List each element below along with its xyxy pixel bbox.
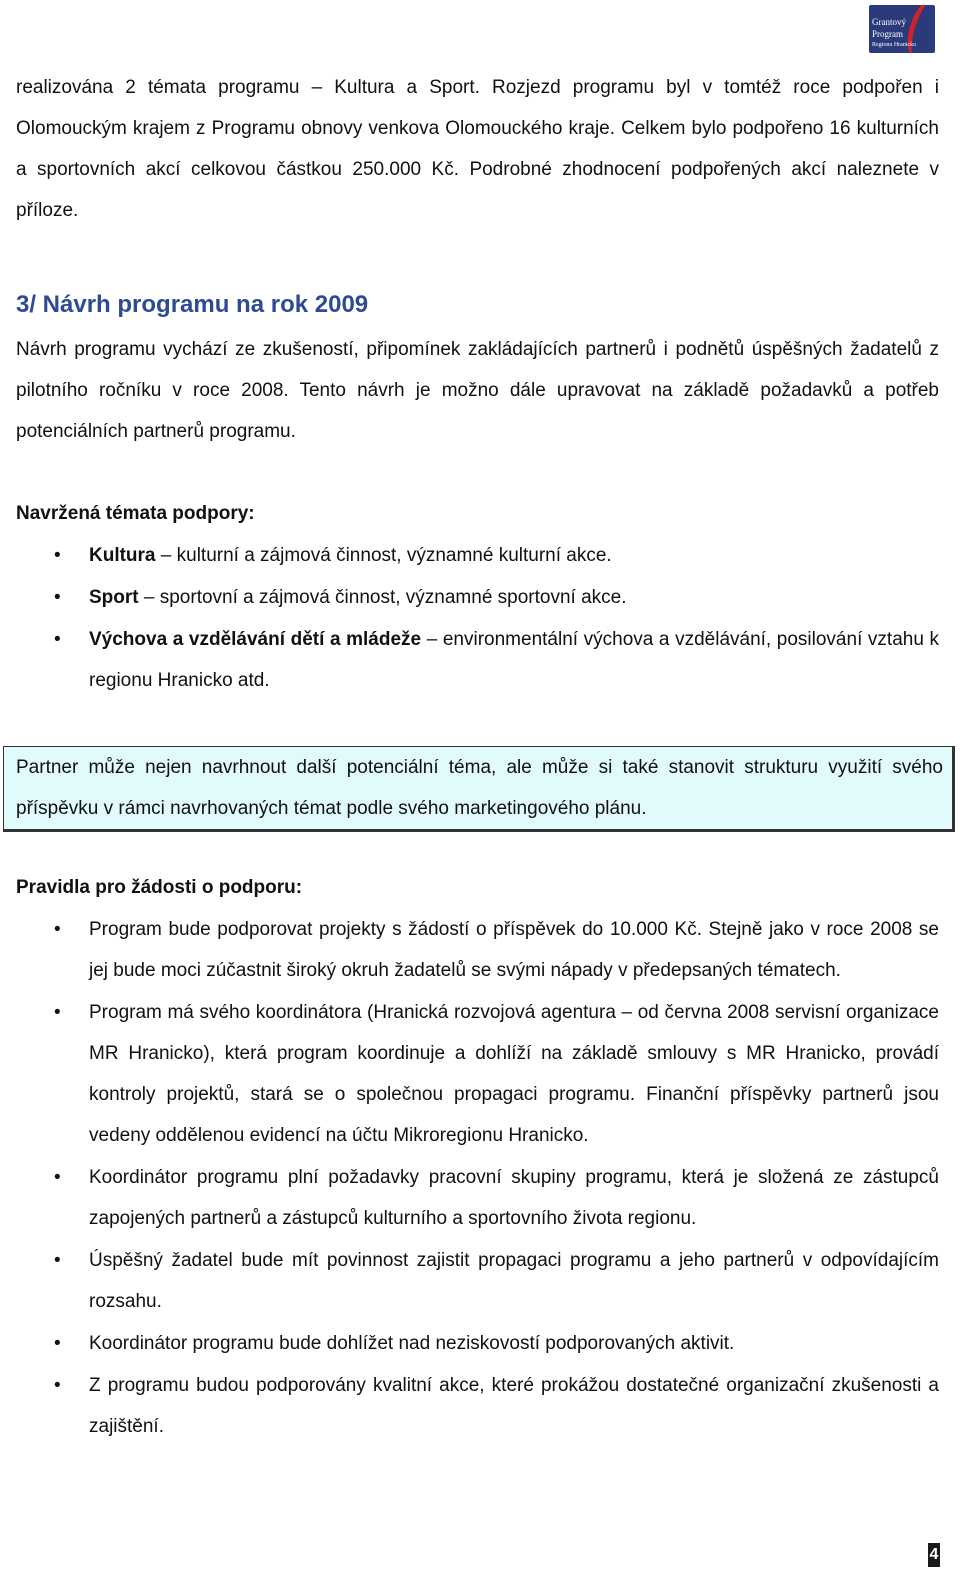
rule-text: Koordinátor programu plní požadavky pracovní skupiny programu, která je složená ze zástupců zapojených partnerů a zástupců kulturního a sportovního života regionu. (89, 1167, 939, 1229)
bullet-icon: • (54, 545, 61, 566)
topic-title: Sport (89, 587, 139, 608)
topic-item (16, 619, 939, 701)
rule-item (16, 1365, 939, 1447)
bullet-icon: • (54, 1375, 61, 1396)
page-number: 4 (928, 1543, 940, 1567)
rule-text: Koordinátor programu bude dohlížet nad neziskovostí podporovaných aktivit. (89, 1333, 735, 1354)
topic-text: – kulturní a zájmová činnost, významné kulturní akce. (155, 545, 612, 566)
grant-program-logo (869, 5, 935, 53)
topic-text: – environmentální výchova a vzdělávání, posilování vztahu k regionu Hranicko atd. (89, 629, 940, 691)
section-paragraph: Návrh programu vychází ze zkušeností, připomínek zakládajících partnerů i podnětů úspěšných žadatelů z pilotního ročníku v roce 2008. Tento návrh je možno dále upravovat na základě požadavků a potřeb potenciálních partnerů programu. (16, 339, 939, 442)
topic-title: Kultura (89, 545, 156, 566)
partner-callout-box (3, 746, 955, 832)
logo-line-1: Grantový (872, 17, 906, 27)
topics-list (16, 535, 939, 701)
topic-item (16, 577, 939, 618)
rule-item (16, 992, 939, 1156)
bullet-icon: • (54, 587, 61, 608)
topic-text: – sportovní a zájmová činnost, významné sportovní akce. (138, 587, 627, 608)
rule-text: Program bude podporovat projekty s žádostí o příspěvek do 10.000 Kč. Stejně jako v roce 2008 se jej bude moci zúčastnit široký okruh žadatelů se svými nápady v předepsaných tématech. (89, 919, 939, 981)
rules-heading: Pravidla pro žádosti o podporu: (16, 877, 303, 898)
rule-item (16, 1240, 939, 1322)
rules-list (16, 909, 939, 1447)
logo-line-3: Regionu Hranicko (872, 42, 917, 48)
topic-title: Výchova a vzdělávání dětí a mládeže (89, 629, 422, 650)
topics-heading: Navržená témata podpory: (16, 503, 255, 524)
rule-item (16, 1157, 939, 1239)
section-heading: 3/ Návrh programu na rok 2009 (16, 291, 369, 318)
bullet-icon: • (54, 1250, 61, 1271)
bullet-icon: • (54, 1333, 61, 1354)
rule-text: Program má svého koordinátora (Hranická rozvojová agentura – od června 2008 servisní organizace MR Hranicko), která program koordinuje a dohlíží na základě smlouvy s MR Hranicko, provádí kontroly projektů, stará se o společnou propagaci programu. Finanční příspěvky partnerů jsou vedeny oddělenou evidencí na účtu Mikroregionu Hranicko. (89, 1002, 939, 1146)
document-body (16, 67, 939, 701)
rules-section (16, 867, 939, 1447)
bullet-icon: • (54, 629, 61, 650)
topic-item (16, 535, 939, 576)
rule-text: Úspěšný žadatel bude mít povinnost zajistit propagaci programu a jeho partnerů v odpovídajícím rozsahu. (89, 1250, 939, 1312)
bullet-icon: • (54, 919, 61, 940)
logo-line-2: Program (872, 29, 903, 39)
rule-text: Z programu budou podporovány kvalitní akce, které prokážou dostatečné organizační zkušenosti a zajištění. (89, 1375, 939, 1437)
rule-item (16, 909, 939, 991)
callout-text: Partner může nejen navrhnout další potenciální téma, ale může si také stanovit strukturu využití svého příspěvku v rámci navrhovaných témat podle svého marketingového plánu. (16, 757, 943, 819)
bullet-icon: • (54, 1167, 61, 1188)
bullet-icon: • (54, 1002, 61, 1023)
rule-item (16, 1323, 939, 1364)
intro-paragraph: realizována 2 témata programu – Kultura a Sport. Rozjezd programu byl v tomtéž roce podpořen i Olomouckým krajem z Programu obnovy venkova Olomouckého kraje. Celkem bylo podpořeno 16 kulturních a sportovních akcí celkovou částkou 250.000 Kč. Podrobné zhodnocení podpořených akcí naleznete v příloze. (16, 77, 939, 221)
